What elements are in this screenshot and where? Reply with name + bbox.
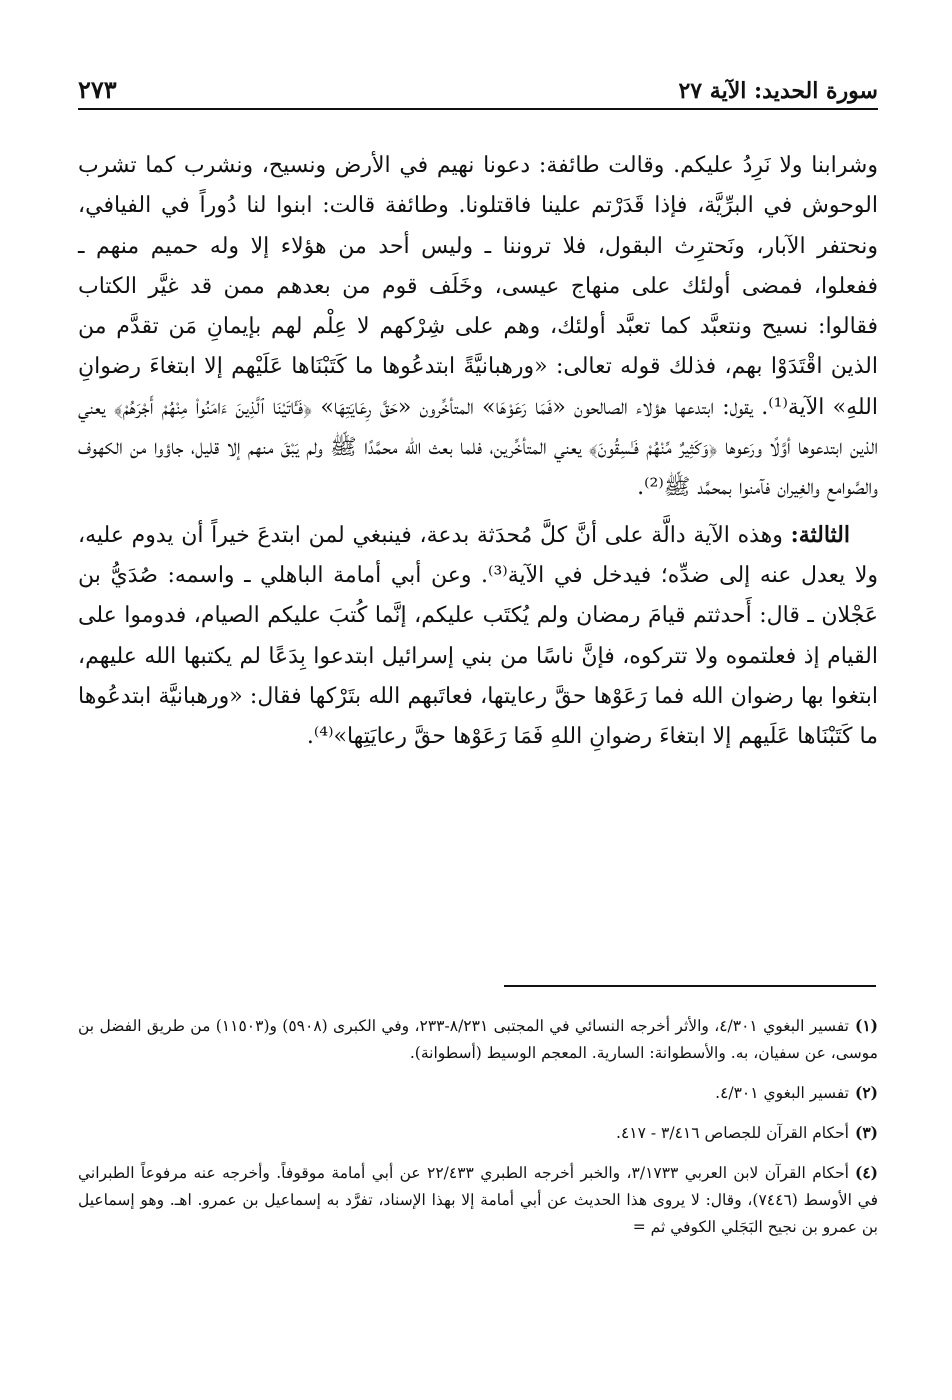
header-divider xyxy=(78,108,878,110)
footnote-number: (٢) xyxy=(854,1083,878,1102)
paragraph-2 xyxy=(78,515,878,758)
page-number: ٢٧٣ xyxy=(78,75,117,104)
footnote-number: (٣) xyxy=(854,1123,878,1142)
footnote-text: تفسير البغوي ٤/٣٠١، والأثر أخرجه النسائي في المجتبى ٨/٢٣١-٢٣٣، وفي الكبرى (٥٩٠٨) و(١١٥٠٣) من طريق الفضل بن موسى، عن سفيان، به. والأسطوانة: السارية. المعجم الوسيط (أسطوانة). xyxy=(78,1017,878,1062)
footnote-4 xyxy=(78,1159,878,1241)
footnote-number: (٤) xyxy=(854,1163,878,1182)
paragraph-2-lead: الثالثة: xyxy=(790,521,850,548)
footnote-1 xyxy=(78,1012,878,1067)
footnote-text: أحكام القرآن لابن العربي ٣/١٧٣٣، والخبر أخرجه الطبري ٢٢/٤٣٣ عن أبي أمامة موقوفاً. وأخرجه عنه مرفوعاً الطبراني في الأوسط (٧٤٤٦)، وقال: لا يروى هذا الحديث عن أبي أمامة إلا بهذا الإسناد، تفرَّد به إسماعيل بن عمرو. اهـ. وهو إسماعيل بن عمرو بن نجيح البَجَلي الكوفي ثم = xyxy=(78,1164,879,1236)
paragraph-2-text: وهذه الآية دالَّة على أنَّ كلَّ مُحدَثة بدعة، فينبغي لمن ابتدعَ خيراً أن يدوم عليه، ولا يعدل عنه إلى ضدِّه؛ فيدخل في الآية⁽³⁾. وعن أبي أمامة الباهلي ـ واسمه: صُدَيُّ بن عَجْلان ـ قال: أَحدثتم قيامَ رمضان ولم يُكتَب عليكم، إنَّما كُتبَ عليكم الصيام، فدوموا على القيام إذ فعلتموه ولا تتركوه، فإنَّ ناسًا من بني إسرائيل ابتدعوا بِدَعًا لم يكتبها الله عليهم، ابتغوا بها رضوان الله فما رَعَوْها حقَّ رعايتها، فعاتَبهم الله بتَرْكها فقال: «ورهبانيَّة ابتدعُوها ما كَتَبْنَاها عَلَيهم إلا ابتغاءَ رضوانِ اللهِ فَمَا رَعَوْها حقَّ رعايَتِها»⁽⁴⁾. xyxy=(78,522,878,750)
main-text xyxy=(78,146,878,757)
footnote-text: أحكام القرآن للجصاص ٣/٤١٦ - ٤١٧. xyxy=(616,1124,849,1142)
footnote-number: (١) xyxy=(854,1016,878,1035)
running-title: سورة الحديد: الآية ٢٧ xyxy=(678,78,878,104)
paragraph-1: وشرابنا ولا نَرِدُ عليكم. وقالت طائفة: دعونا نهيم في الأرض ونسيح، ونشرب كما تشرب الوحوش في البرِّيَّة، فإذا قَدَرْتم علينا فاقتلونا. وطائفة قالت: ابنوا لنا دُوراً في الفيافي، ونحتفر الآبار، ونَحترِث البقول، فلا تروننا ـ وليس أحد من هؤلاء إلا وله حميم منهم ـ ففعلوا، فمضى أولئك على منهاج عيسى، وخَلَف قوم من بعدهم ممن قد غيَّر الكتاب فقالوا: نسيح ونتعبَّد كما تعبَّد أولئك، وهم على شِرْكهم لا عِلْم لهم بإيمانِ مَن تقدَّم من الذين اقْتَدَوْا بهم، فذلك قوله تعالى: «ورهبانيَّةً ابتدعُوها ما كَتَبْنَاها عَلَيْهم إلا ابتغاءَ رضوانِ اللهِ» الآية⁽¹⁾. يقول: ابتدعها هؤلاء الصالحون «فَمَا رَعَوْهَا» المتأخِّرون «حَقَّ رِعَايَتِهَا» ﴿فَـَٔاتَيْنَا ٱلَّذِينَ ءَامَنُوا۟ مِنْهُمْ أَجْرَهُمْ﴾ يعني الذين ابتدعوها أوَّلًا ورَعوها ﴿وَكَثِيرٌ مِّنْهُمْ فَـٰسِقُونَ﴾ يعني المتأخِّرين، فلما بعث الله محمَّدًا ﷺ ولم يَبْقَ منهم إلا قليل، جاؤوا من الكهوف والصَّوامع والغِيران فآمنوا بمحمَّد ﷺ⁽²⁾. xyxy=(78,153,878,501)
footnote-2 xyxy=(78,1079,878,1107)
page-header xyxy=(78,70,878,104)
footnotes xyxy=(78,1012,878,1253)
footnote-text: تفسير البغوي ٤/٣٠١. xyxy=(715,1084,849,1102)
footnote-divider xyxy=(504,985,876,987)
footnote-3 xyxy=(78,1119,878,1147)
